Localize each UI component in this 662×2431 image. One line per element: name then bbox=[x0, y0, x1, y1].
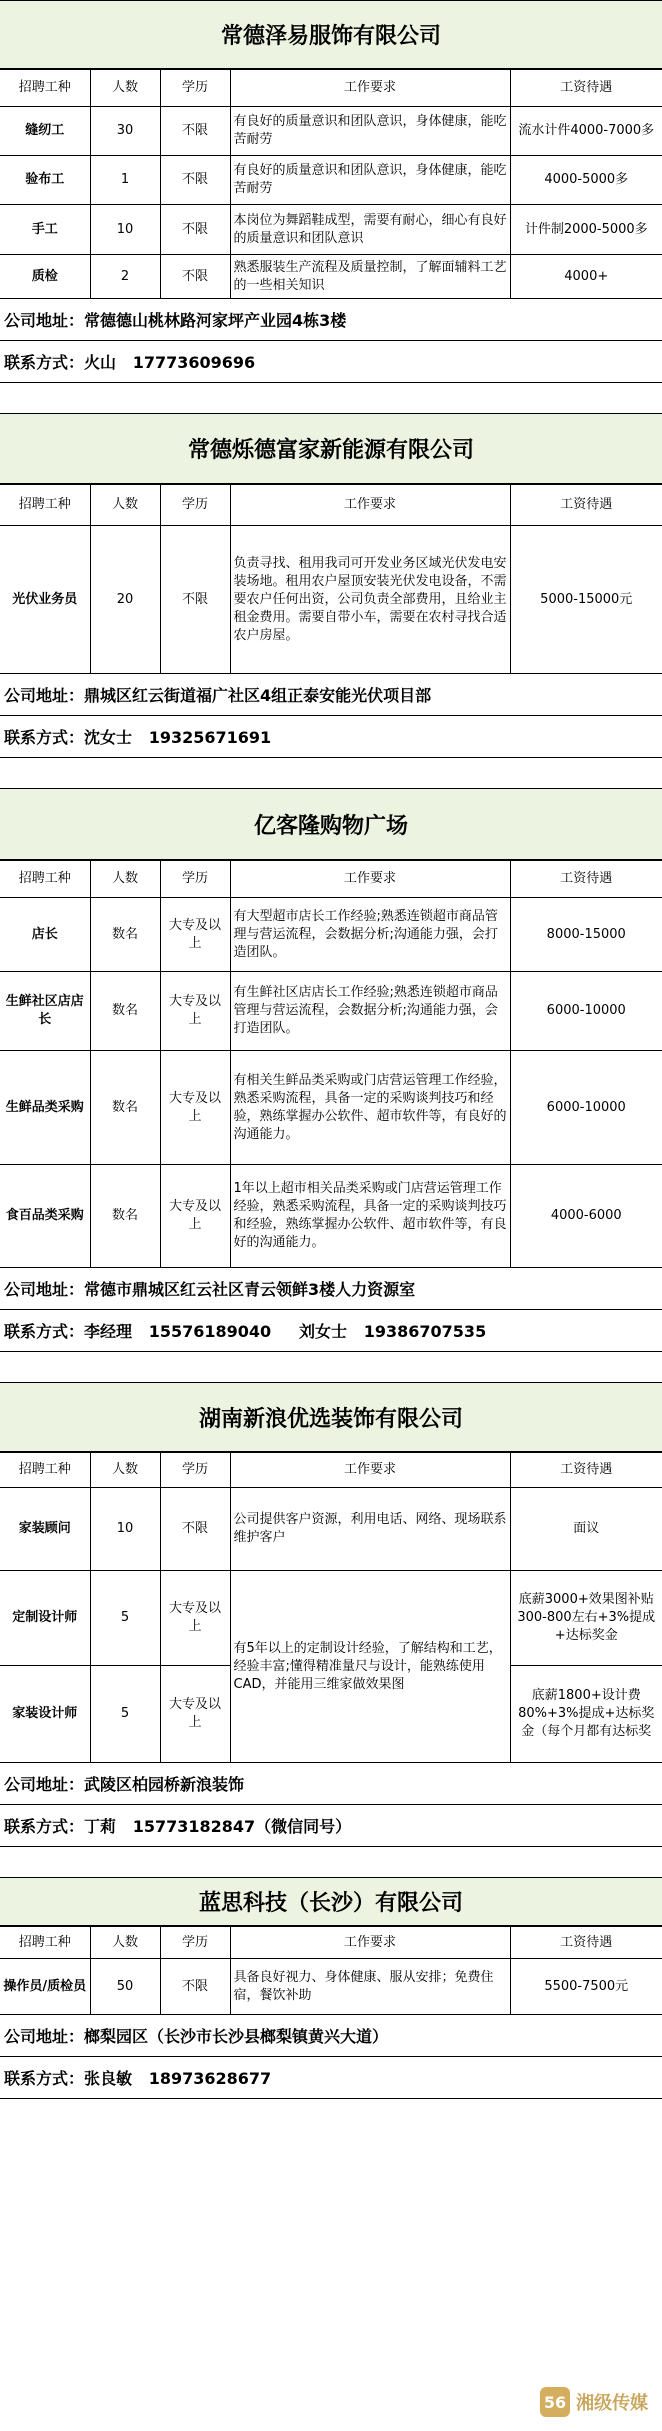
company-contact: 联系方式：火山 17773609696 bbox=[0, 341, 662, 383]
job-title-cell: 家装顾问 bbox=[0, 1488, 90, 1571]
education-cell: 大专及以上 bbox=[160, 1165, 230, 1268]
column-header: 工作要求 bbox=[230, 1453, 510, 1488]
company-address: 公司地址：常德德山桃林路河家坪产业园4栋3楼 bbox=[0, 299, 662, 341]
column-header: 人数 bbox=[90, 70, 160, 107]
column-header: 工作要求 bbox=[230, 1927, 510, 1959]
headcount-cell: 1 bbox=[90, 156, 160, 205]
requirements-cell: 有5年以上的定制设计经验，了解结构和工艺，经验丰富;懂得精准量尺与设计，能熟练使用 CAD，并能用三维家做效果图 bbox=[230, 1571, 510, 1763]
recruitment-table bbox=[0, 860, 662, 1268]
headcount-cell: 50 bbox=[90, 1959, 160, 2015]
company-section bbox=[0, 1382, 662, 1847]
section-spacer bbox=[0, 383, 662, 413]
company-section bbox=[0, 788, 662, 1352]
job-title-cell: 缝纫工 bbox=[0, 107, 90, 156]
column-header: 招聘工种 bbox=[0, 1927, 90, 1959]
job-title-cell: 操作员/质检员 bbox=[0, 1959, 90, 2015]
job-title-cell: 光伏业务员 bbox=[0, 526, 90, 674]
company-name: 常德泽易服饰有限公司 bbox=[0, 1, 662, 69]
company-address: 公司地址：武陵区柏园桥新浪装饰 bbox=[0, 1763, 662, 1805]
company-name: 湖南新浪优选装饰有限公司 bbox=[0, 1383, 662, 1452]
column-header: 学历 bbox=[160, 70, 230, 107]
headcount-cell: 10 bbox=[90, 205, 160, 255]
education-cell: 不限 bbox=[160, 1959, 230, 2015]
table-header-row bbox=[0, 1927, 662, 1959]
column-header: 工作要求 bbox=[230, 861, 510, 898]
headcount-cell: 数名 bbox=[90, 1165, 160, 1268]
company-address: 公司地址：榔梨园区（长沙市长沙县榔梨镇黄兴大道） bbox=[0, 2015, 662, 2057]
salary-cell: 5000-15000元 bbox=[510, 526, 662, 674]
job-title-cell: 食百品类采购 bbox=[0, 1165, 90, 1268]
requirements-cell: 有良好的质量意识和团队意识，身体健康，能吃苦耐劳 bbox=[230, 107, 510, 156]
job-title-cell: 店长 bbox=[0, 898, 90, 972]
job-title-cell: 手工 bbox=[0, 205, 90, 255]
education-cell: 大专及以上 bbox=[160, 1051, 230, 1165]
table-row bbox=[0, 526, 662, 674]
company-section bbox=[0, 1877, 662, 2099]
education-cell: 大专及以上 bbox=[160, 1666, 230, 1763]
salary-cell: 5500-7500元 bbox=[510, 1959, 662, 2015]
column-header: 招聘工种 bbox=[0, 485, 90, 526]
salary-cell: 计件制2000-5000多 bbox=[510, 205, 662, 255]
column-header: 工作要求 bbox=[230, 485, 510, 526]
salary-cell: 流水计件4000-7000多 bbox=[510, 107, 662, 156]
requirements-cell: 熟悉服装生产流程及质量控制，了解面辅料工艺的一些相关知识 bbox=[230, 255, 510, 299]
headcount-cell: 数名 bbox=[90, 1051, 160, 1165]
company-contact: 联系方式：沈女士 19325671691 bbox=[0, 716, 662, 758]
company-contact: 联系方式：李经理 15576189040 刘女士 19386707535 bbox=[0, 1310, 662, 1352]
education-cell: 不限 bbox=[160, 156, 230, 205]
company-contact: 联系方式：丁莉 15773182847（微信同号） bbox=[0, 1805, 662, 1847]
salary-cell: 底薪3000+效果图补贴300-800左右+3%提成+达标奖金 bbox=[510, 1571, 662, 1666]
company-name: 亿客隆购物广场 bbox=[0, 789, 662, 860]
column-header: 人数 bbox=[90, 485, 160, 526]
table-header-row bbox=[0, 1453, 662, 1488]
job-title-cell: 质检 bbox=[0, 255, 90, 299]
education-cell: 不限 bbox=[160, 255, 230, 299]
recruitment-table bbox=[0, 1452, 662, 1763]
column-header: 工资待遇 bbox=[510, 485, 662, 526]
table-row bbox=[0, 1959, 662, 2015]
column-header: 招聘工种 bbox=[0, 1453, 90, 1488]
table-row bbox=[0, 1165, 662, 1268]
watermark bbox=[540, 2387, 648, 2417]
column-header: 工资待遇 bbox=[510, 1453, 662, 1488]
job-title-cell: 验布工 bbox=[0, 156, 90, 205]
company-address: 公司地址：鼎城区红云街道福广社区4组正泰安能光伏项目部 bbox=[0, 674, 662, 716]
column-header: 人数 bbox=[90, 1453, 160, 1488]
requirements-cell: 有相关生鲜品类采购或门店营运管理工作经验，熟悉采购流程，具备一定的采购谈判技巧和经验，熟练掌握办公软件、超市软件等，有良好的沟通能力。 bbox=[230, 1051, 510, 1165]
requirements-cell: 负责寻找、租用我司可开发业务区域光伏发电安装场地。租用农户屋顶安装光伏发电设备，不需要农户任何出资，公司负责全部费用，且给业主租金费用。需要自带小车，需要在农村寻找合适农户房屋。 bbox=[230, 526, 510, 674]
job-title-cell: 定制设计师 bbox=[0, 1571, 90, 1666]
table-row bbox=[0, 107, 662, 156]
requirements-cell: 有大型超市店长工作经验;熟悉连锁超市商品管理与营运流程，会数据分析;沟通能力强，会打造团队。 bbox=[230, 898, 510, 972]
salary-cell: 4000-5000多 bbox=[510, 156, 662, 205]
headcount-cell: 20 bbox=[90, 526, 160, 674]
table-row bbox=[0, 898, 662, 972]
requirements-cell: 有良好的质量意识和团队意识，身体健康，能吃苦耐劳 bbox=[230, 156, 510, 205]
headcount-cell: 10 bbox=[90, 1488, 160, 1571]
job-title-cell: 家装设计师 bbox=[0, 1666, 90, 1763]
column-header: 人数 bbox=[90, 1927, 160, 1959]
requirements-cell: 1年以上超市相关品类采购或门店营运管理工作经验，熟悉采购流程，具备一定的采购谈判技巧和经验，熟练掌握办公软件、超市软件等，有良好的沟通能力。 bbox=[230, 1165, 510, 1268]
recruitment-table bbox=[0, 484, 662, 674]
column-header: 学历 bbox=[160, 1927, 230, 1959]
section-spacer bbox=[0, 1352, 662, 1382]
salary-cell: 底薪1800+设计费80%+3%提成+达标奖金（每个月都有达标奖 bbox=[510, 1666, 662, 1763]
education-cell: 大专及以上 bbox=[160, 972, 230, 1051]
requirements-cell: 本岗位为舞蹈鞋成型，需要有耐心，细心有良好的质量意识和团队意识 bbox=[230, 205, 510, 255]
column-header: 学历 bbox=[160, 861, 230, 898]
section-spacer bbox=[0, 1847, 662, 1877]
table-header-row bbox=[0, 861, 662, 898]
headcount-cell: 数名 bbox=[90, 972, 160, 1051]
table-row bbox=[0, 1488, 662, 1571]
education-cell: 不限 bbox=[160, 1488, 230, 1571]
column-header: 工资待遇 bbox=[510, 861, 662, 898]
education-cell: 不限 bbox=[160, 107, 230, 156]
salary-cell: 4000+ bbox=[510, 255, 662, 299]
job-title-cell: 生鲜品类采购 bbox=[0, 1051, 90, 1165]
table-header-row bbox=[0, 70, 662, 107]
table-row bbox=[0, 972, 662, 1051]
headcount-cell: 30 bbox=[90, 107, 160, 156]
salary-cell: 面议 bbox=[510, 1488, 662, 1571]
column-header: 工资待遇 bbox=[510, 70, 662, 107]
education-cell: 不限 bbox=[160, 205, 230, 255]
company-section bbox=[0, 413, 662, 758]
headcount-cell: 5 bbox=[90, 1666, 160, 1763]
recruitment-table bbox=[0, 69, 662, 299]
section-spacer bbox=[0, 758, 662, 788]
headcount-cell: 数名 bbox=[90, 898, 160, 972]
column-header: 工作要求 bbox=[230, 70, 510, 107]
recruitment-table bbox=[0, 1926, 662, 2015]
requirements-cell: 有生鲜社区店店长工作经验;熟悉连锁超市商品管理与营运流程，会数据分析;沟通能力强，会打造团队。 bbox=[230, 972, 510, 1051]
table-row bbox=[0, 205, 662, 255]
company-name: 蓝思科技（长沙）有限公司 bbox=[0, 1878, 662, 1926]
table-row bbox=[0, 156, 662, 205]
column-header: 人数 bbox=[90, 861, 160, 898]
company-section bbox=[0, 0, 662, 383]
column-header: 学历 bbox=[160, 1453, 230, 1488]
column-header: 招聘工种 bbox=[0, 861, 90, 898]
salary-cell: 8000-15000 bbox=[510, 898, 662, 972]
job-title-cell: 生鲜社区店店长 bbox=[0, 972, 90, 1051]
salary-cell: 4000-6000 bbox=[510, 1165, 662, 1268]
column-header: 工资待遇 bbox=[510, 1927, 662, 1959]
education-cell: 不限 bbox=[160, 526, 230, 674]
headcount-cell: 2 bbox=[90, 255, 160, 299]
salary-cell: 6000-10000 bbox=[510, 1051, 662, 1165]
table-row bbox=[0, 255, 662, 299]
watermark-logo-icon: 56 bbox=[540, 2387, 570, 2417]
column-header: 学历 bbox=[160, 485, 230, 526]
table-header-row bbox=[0, 485, 662, 526]
table-row bbox=[0, 1051, 662, 1165]
company-contact: 联系方式：张良敏 18973628677 bbox=[0, 2057, 662, 2099]
headcount-cell: 5 bbox=[90, 1571, 160, 1666]
education-cell: 大专及以上 bbox=[160, 898, 230, 972]
requirements-cell: 具备良好视力、身体健康、服从安排；免费住宿，餐饮补助 bbox=[230, 1959, 510, 2015]
education-cell: 大专及以上 bbox=[160, 1571, 230, 1666]
salary-cell: 6000-10000 bbox=[510, 972, 662, 1051]
column-header: 招聘工种 bbox=[0, 70, 90, 107]
watermark-text: 湘级传媒 bbox=[576, 2393, 648, 2414]
company-name: 常德烁德富家新能源有限公司 bbox=[0, 414, 662, 484]
company-address: 公司地址：常德市鼎城区红云社区青云领鲜3楼人力资源室 bbox=[0, 1268, 662, 1310]
table-row bbox=[0, 1571, 662, 1666]
requirements-cell: 公司提供客户资源，利用电话、网络、现场联系维护客户 bbox=[230, 1488, 510, 1571]
